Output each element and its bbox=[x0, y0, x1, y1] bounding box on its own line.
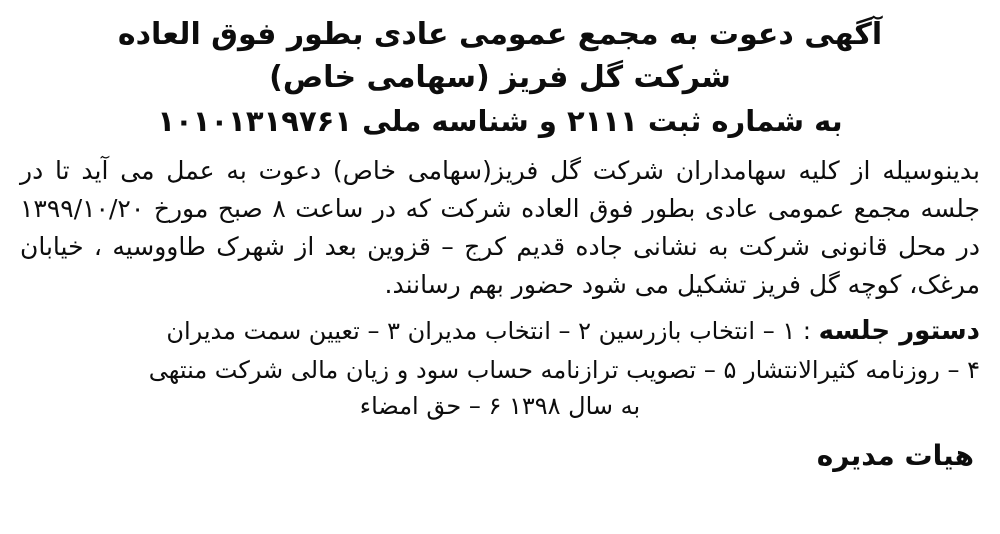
agenda-line-2: ۴ – روزنامه کثیرالانتشار ۵ – تصویب ترازنامه حساب سود و زیان مالی شرکت منتهی bbox=[148, 355, 980, 384]
agenda-line-3: به سال ۱۳۹۸ ۶ – حق امضاء bbox=[359, 392, 641, 421]
company-name: شرکت گل فریز (سهامی خاص) bbox=[269, 59, 731, 95]
registration-identifiers: به شماره ثبت ۲۱۱۱ و شناسه ملی ۱۰۱۰۱۳۱۹۷۶۱ bbox=[157, 104, 843, 139]
invitation-paragraph bbox=[20, 152, 980, 304]
invitation-paragraph-text: بدینوسیله از کلیه سهامداران شرکت گل فریز(سهامی خاص) دعوت به عمل می آید تا در جلسه مجمع عمومی عادی بطور فوق العاده شرکت که در ساعت ۸ صبح مورخ ۱۳۹۹/۱۰/۲۰ در محل قانونی شرکت به نشانی جاده قدیم کرج – قزوین بعد از شهرک طاووسیه ، خیابان مرغک، کوچه گل فریز تشکیل می شود حضور بهم رسانند. bbox=[20, 156, 980, 300]
page-title: آگهی دعوت به مجمع عمومی عادی بطور فوق العاده bbox=[117, 17, 883, 52]
notice-title-block bbox=[20, 14, 980, 142]
notice-body bbox=[20, 152, 980, 304]
signature-block: هیات مدیره bbox=[816, 438, 974, 472]
agenda-line-1 bbox=[20, 312, 980, 352]
agenda-items-first: : ۱ – انتخاب بازرسین ۲ – انتخاب مدیران ۳ – تعیین سمت مدیران bbox=[166, 317, 811, 346]
agenda-label: دستور جلسه bbox=[818, 316, 980, 347]
agenda-section bbox=[20, 312, 980, 424]
